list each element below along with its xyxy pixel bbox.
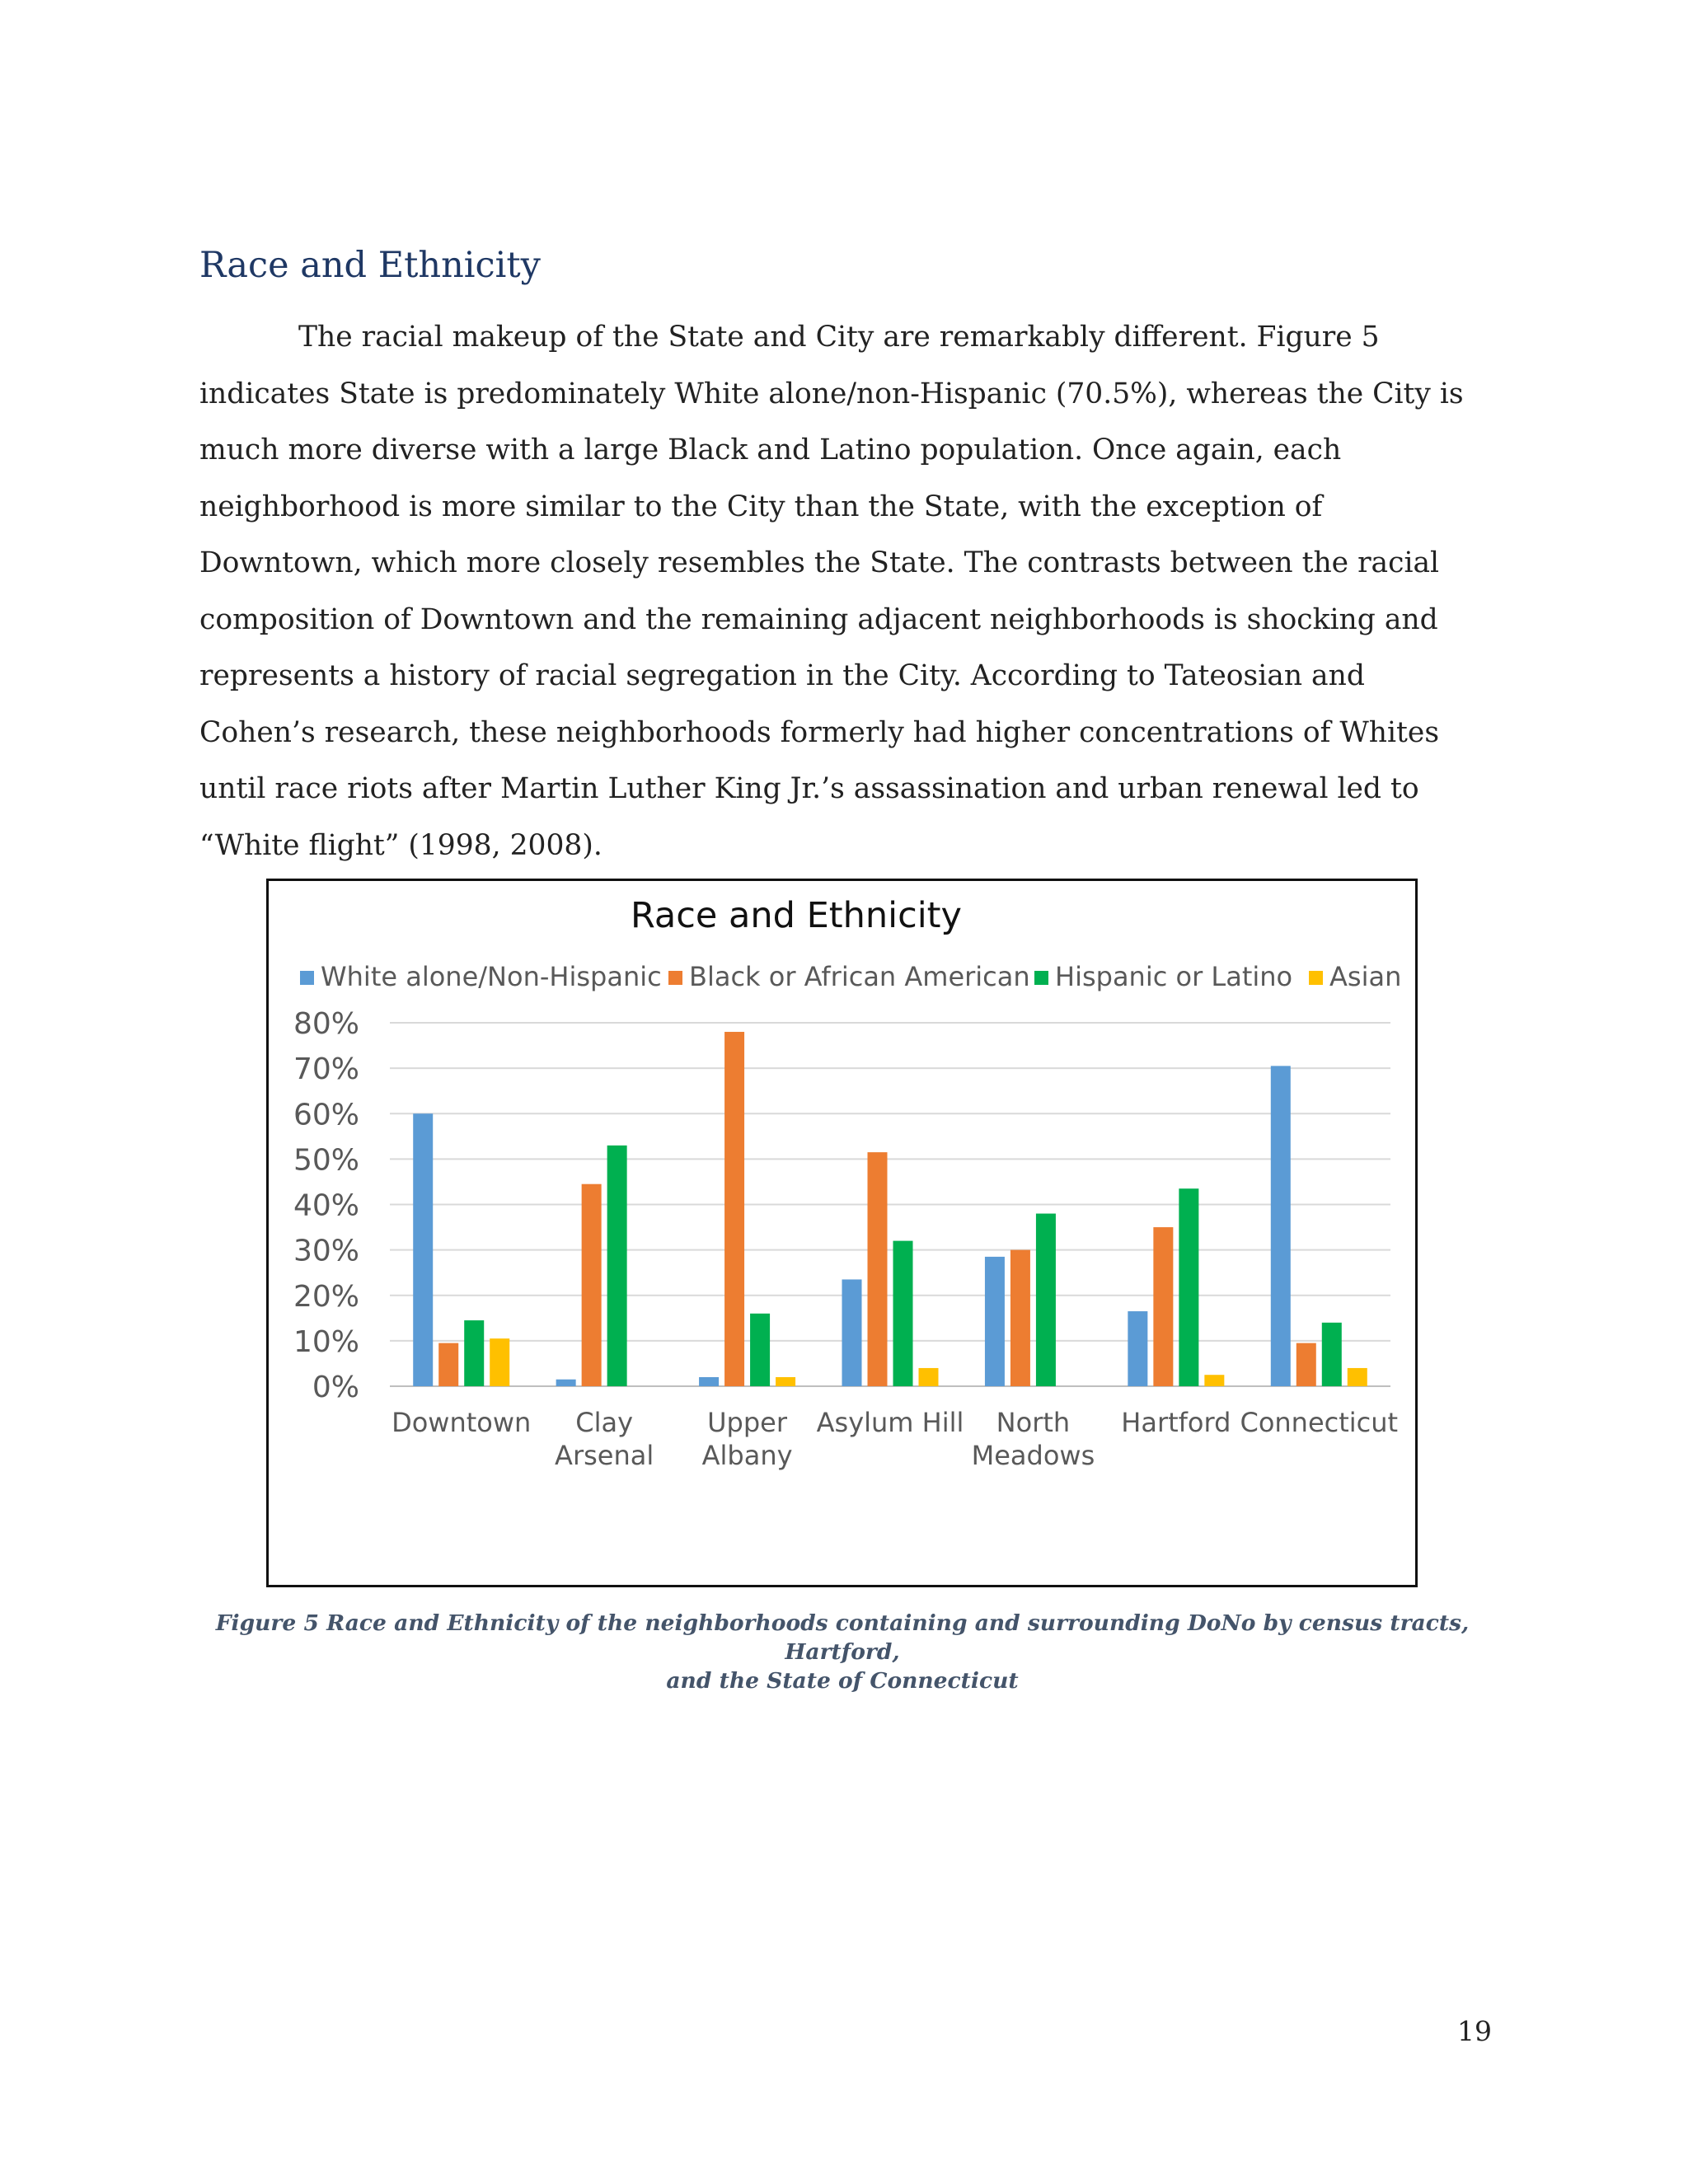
bar [1296,1343,1316,1386]
legend-swatch [1034,971,1048,985]
bar [438,1343,458,1386]
paragraph-line: Downtown, which more closely resembles the State. The contrasts between the racial [199,546,1440,579]
section-heading: Race and Ethnicity [199,245,541,286]
bar [985,1257,1005,1386]
bar [842,1279,862,1386]
figure-caption-line: Figure 5 Race and Ethnicity of the neighborhoods containing and surrounding DoNo by census tracts, Hartford, [215,1610,1470,1665]
body-paragraph [199,309,1493,874]
y-tick-label: 70% [293,1052,359,1087]
y-tick-label: 80% [293,1007,359,1041]
y-tick-label: 20% [293,1279,359,1314]
bar [724,1032,744,1386]
bar [1179,1188,1198,1386]
bar [893,1241,913,1386]
y-tick-label: 60% [293,1098,359,1132]
x-tick-label: Clay Arsenal [555,1407,654,1471]
x-tick-label: Upper Albany [701,1407,793,1471]
paragraph-line: The racial makeup of the State and City are remarkably different. Figure 5 [298,321,1380,354]
bar [868,1152,888,1386]
chart-x-axis [392,1407,1398,1471]
chart-grid [390,1023,1390,1386]
x-tick-label: Downtown [392,1407,532,1438]
bar [607,1146,627,1386]
paragraph-line: much more diverse with a large Black and Latino population. Once again, each [199,434,1342,466]
bar [1153,1227,1173,1386]
x-tick-label: Asylum Hill [816,1407,964,1438]
bar [919,1368,939,1386]
bar [1271,1066,1291,1386]
bar [1204,1375,1224,1386]
x-tick-label: North Meadows [971,1407,1095,1471]
legend-swatch [668,971,682,985]
bar [582,1184,602,1386]
bar [1010,1250,1030,1386]
x-tick-label: Connecticut [1240,1407,1399,1438]
paragraph-line: neighborhood is more similar to the City than the State, with the exception of [199,490,1323,523]
bar [1348,1368,1367,1386]
page-number: 19 [1457,2015,1492,2047]
bar [750,1314,770,1386]
paragraph-line: until race riots after Martin Luther King Jr.’s assassination and urban renewal led to [199,772,1419,805]
chart-legend [300,961,1401,992]
bar [556,1380,576,1386]
bar [1128,1311,1147,1386]
x-tick-label: Hartford [1121,1407,1231,1438]
legend-label: Hispanic or Latino [1055,961,1293,992]
figure-caption-line: and the State of Connecticut [666,1668,1019,1694]
bar [776,1377,795,1386]
y-tick-label: 50% [293,1143,359,1178]
bar [413,1113,433,1386]
legend-label: Asian [1329,961,1402,992]
bar [1322,1323,1342,1386]
paragraph-line: indicates State is predominately White alone/non-Hispanic (70.5%), whereas the City is [199,377,1464,410]
legend-label: White alone/Non-Hispanic [321,961,662,992]
y-tick-label: 30% [293,1234,359,1268]
legend-label: Black or African American [689,961,1030,992]
paragraph-line: composition of Downtown and the remaining adjacent neighborhoods is shocking and [199,602,1438,636]
paragraph-line: represents a history of racial segregation in the City. According to Tateosian and [199,659,1365,692]
paragraph-line: “White flight” (1998, 2008). [199,828,603,862]
legend-swatch [1309,971,1323,985]
y-tick-label: 0% [312,1371,359,1404]
chart-bars [413,1032,1367,1386]
legend-swatch [300,971,314,985]
bar [699,1377,719,1386]
paragraph-line: Cohen’s research, these neighborhoods formerly had higher concentrations of Whites [199,715,1440,749]
y-tick-label: 10% [293,1324,359,1359]
bar [1036,1214,1056,1386]
chart-title: Race and Ethnicity [631,895,962,936]
chart-svg [269,881,1415,1585]
bar [464,1320,484,1386]
bar [490,1338,509,1386]
race-ethnicity-chart [266,879,1418,1587]
chart-y-axis [293,1007,359,1404]
y-tick-label: 40% [293,1188,359,1223]
figure-caption [199,1609,1485,1695]
